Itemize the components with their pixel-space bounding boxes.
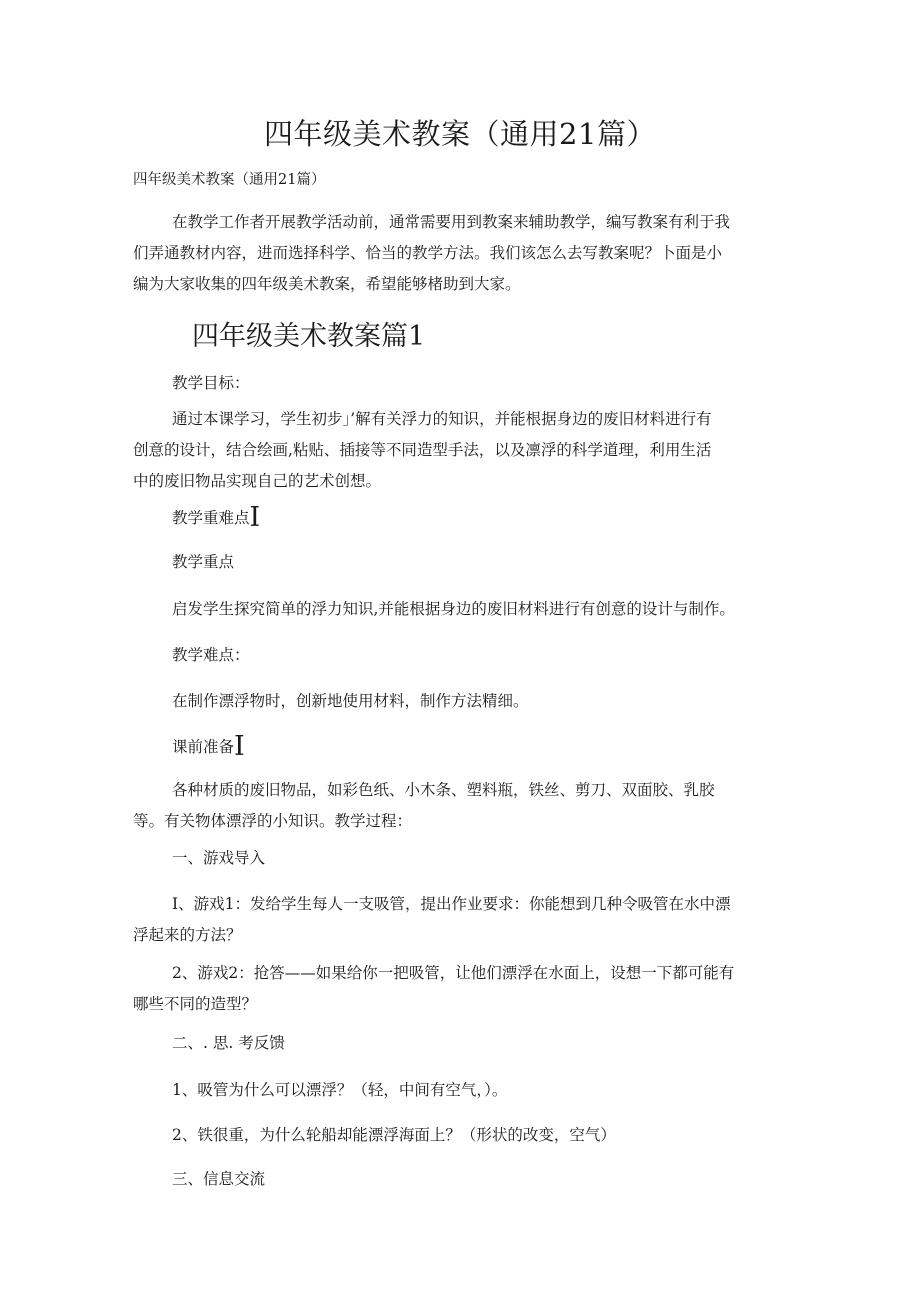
key-difficulty-label	[172, 503, 260, 534]
step2-heading: 二、. 思. 考反馈	[172, 1034, 285, 1052]
game1-paragraph	[133, 889, 731, 951]
section-heading: 四年级美术教案篇1	[192, 321, 426, 352]
difficulty-text: 在制作漂浮物时，创新地使用材料，制作方法精细。	[172, 692, 529, 710]
prep-line: 各种材质的废旧物品，如彩色纸、小木条、塑料瓶，铁丝、剪刀、双面胶、乳胶	[172, 781, 715, 799]
document-title: 四年级美术教案（通用21篇）	[264, 117, 656, 151]
prep-paragraph	[133, 775, 715, 837]
step1-heading: 一、游戏导入	[172, 849, 266, 867]
game2-line: 2、游戏2：抢答——如果给你一把吸管，让他们漂浮在水面上，设想一下都可能有	[172, 964, 735, 982]
key-point-text: 启发学生探究简单的浮力知识,并能根据身边的废旧材料进行有创意的设计与制作。	[172, 600, 735, 618]
objective-line: 通过本课学习，学生初步」’解有关浮力的知识，并能根据身边的废旧材料进行有	[172, 410, 712, 428]
objective-line: 创意的设计，结合绘画,粘贴、插接等不同造型手法，以及凛浮的科学道理，利用生活	[133, 441, 712, 459]
prep-label	[172, 732, 245, 763]
key-difficulty-text: 教学重难点	[172, 509, 250, 527]
prep-mark: I	[234, 731, 245, 762]
question-1: 1、吸管为什么可以漂浮？（轻，中间有空气，）。	[172, 1081, 508, 1099]
game2-paragraph	[133, 958, 734, 1020]
game1-line: 浮起来的方法？	[133, 926, 242, 944]
key-difficulty-mark: I	[249, 502, 261, 533]
intro-paragraph	[133, 207, 730, 300]
difficulty-label: 教学难点：	[172, 646, 250, 664]
document-subtitle: 四年级美术教案（通用21篇）	[133, 172, 326, 188]
intro-line: 们弄通教材内容，进而选择科学、恰当的教学方法。我们该怎么去写教案呢？卜面是小	[133, 244, 723, 262]
game2-line: 哪些不同的造型？	[133, 995, 258, 1013]
game1-line: I、游戏1：发给学生每人一支吸管，提出作业要求：你能想到几种令吸管在水中漂	[172, 895, 731, 913]
intro-line: 在教学工作者开展教学活动前，通常需要用到教案来辅助教学，编写教案有利于我	[172, 213, 731, 231]
key-point-label: 教学重点	[172, 553, 235, 571]
objective-paragraph	[133, 404, 712, 497]
prep-line: 等。有关物体漂浮的小知识。教学过程：	[133, 812, 413, 830]
intro-line: 编为大家收集的四年级美术教案，希望能够楮助到大家。	[133, 275, 521, 293]
objective-line: 中的废旧物品实现自己的艺术创想。	[133, 472, 382, 490]
question-2: 2、铁很重，为什么轮船却能漂浮海面上？（形状的改变，空气）	[172, 1126, 616, 1144]
prep-text-label: 课前准备	[172, 738, 235, 756]
objective-label: 教学目标：	[172, 374, 250, 392]
step3-heading: 三、信息交流	[172, 1170, 266, 1188]
